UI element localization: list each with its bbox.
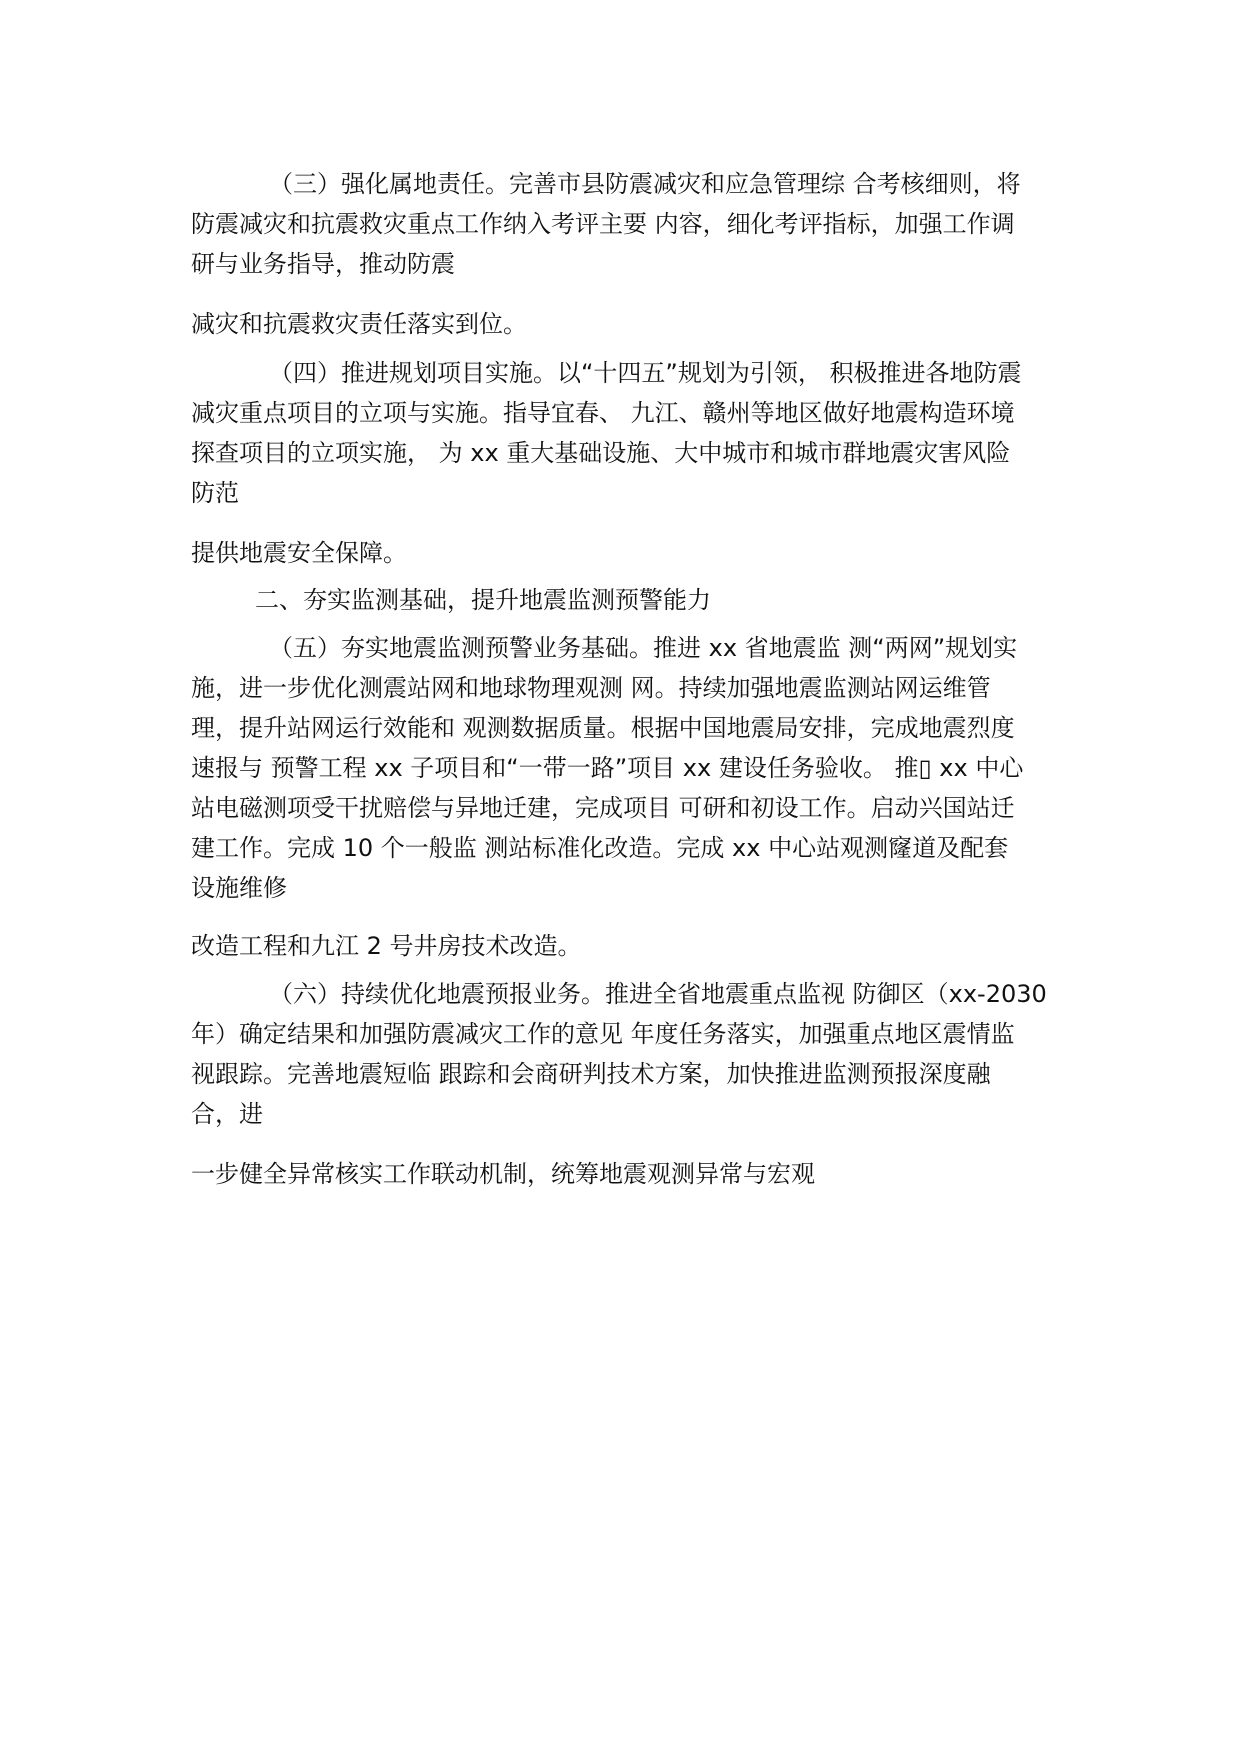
paragraph-continuation-renovation: 改造工程和九江 2 号井房技术改造。 (191, 932, 582, 960)
paragraph-continuation-safety: 提供地震安全保障。 (191, 539, 407, 567)
paragraph-optimize-forecasting: （六）持续优化地震预报业务。推进全省地震重点监视 防御区（xx-2030 年）确定结果和加强防震减灾工作的意见 年度任务落实，加强重点地区震情监 视跟踪。完善地震短临 跟踪和会商研判技术方案，加快推进监测预报深度融 合，进 (191, 980, 1047, 1128)
paragraph-monitoring-foundation: （五）夯实地震监测预警业务基础。推进 xx 省地震监 测“两网”规划实 施，进一步优化测震站网和地球物理观测 网。持续加强地震监测站网运维管 理，提升站网运行效能和 观测数据质量。根据中国地震局安排，完成地震烈度 速报与 预警工程 xx 子项目和“一带一路”项目 xx 建设任务验收。 推▯ xx 中心 站电磁测项受干扰赔偿与异地迁建，完成项目 可研和初设工作。启动兴国站迁 建工作。完成 10 个一般监 测站标准化改造。完成 xx 中心站观测窿道及配套 设施维修 (191, 634, 1024, 902)
paragraph-continuation-responsibility: 减灾和抗震救灾责任落实到位。 (191, 310, 527, 338)
section-heading-monitoring: 二、夯实监测基础，提升地震监测预警能力 (255, 586, 711, 614)
paragraph-advance-planning-projects: （四）推进规划项目实施。以“十四五”规划为引领， 积极推进各地防震 减灾重点项目的立项与实施。指导宜春、 九江、赣州等地区做好地震构造环境 探查项目的立项实施， 为 xx 重大基础设施、大中城市和城市群地震灾害风险 防范 (191, 359, 1022, 507)
paragraph-strengthen-local-responsibility: （三）强化属地责任。完善市县防震减灾和应急管理综 合考核细则，将 防震减灾和抗震救灾重点工作纳入考评主要 内容，细化考评指标，加强工作调 研与业务指导，推动防震 (191, 170, 1021, 278)
paragraph-continuation-anomaly: 一步健全异常核实工作联动机制，统筹地震观测异常与宏观 (191, 1160, 815, 1188)
